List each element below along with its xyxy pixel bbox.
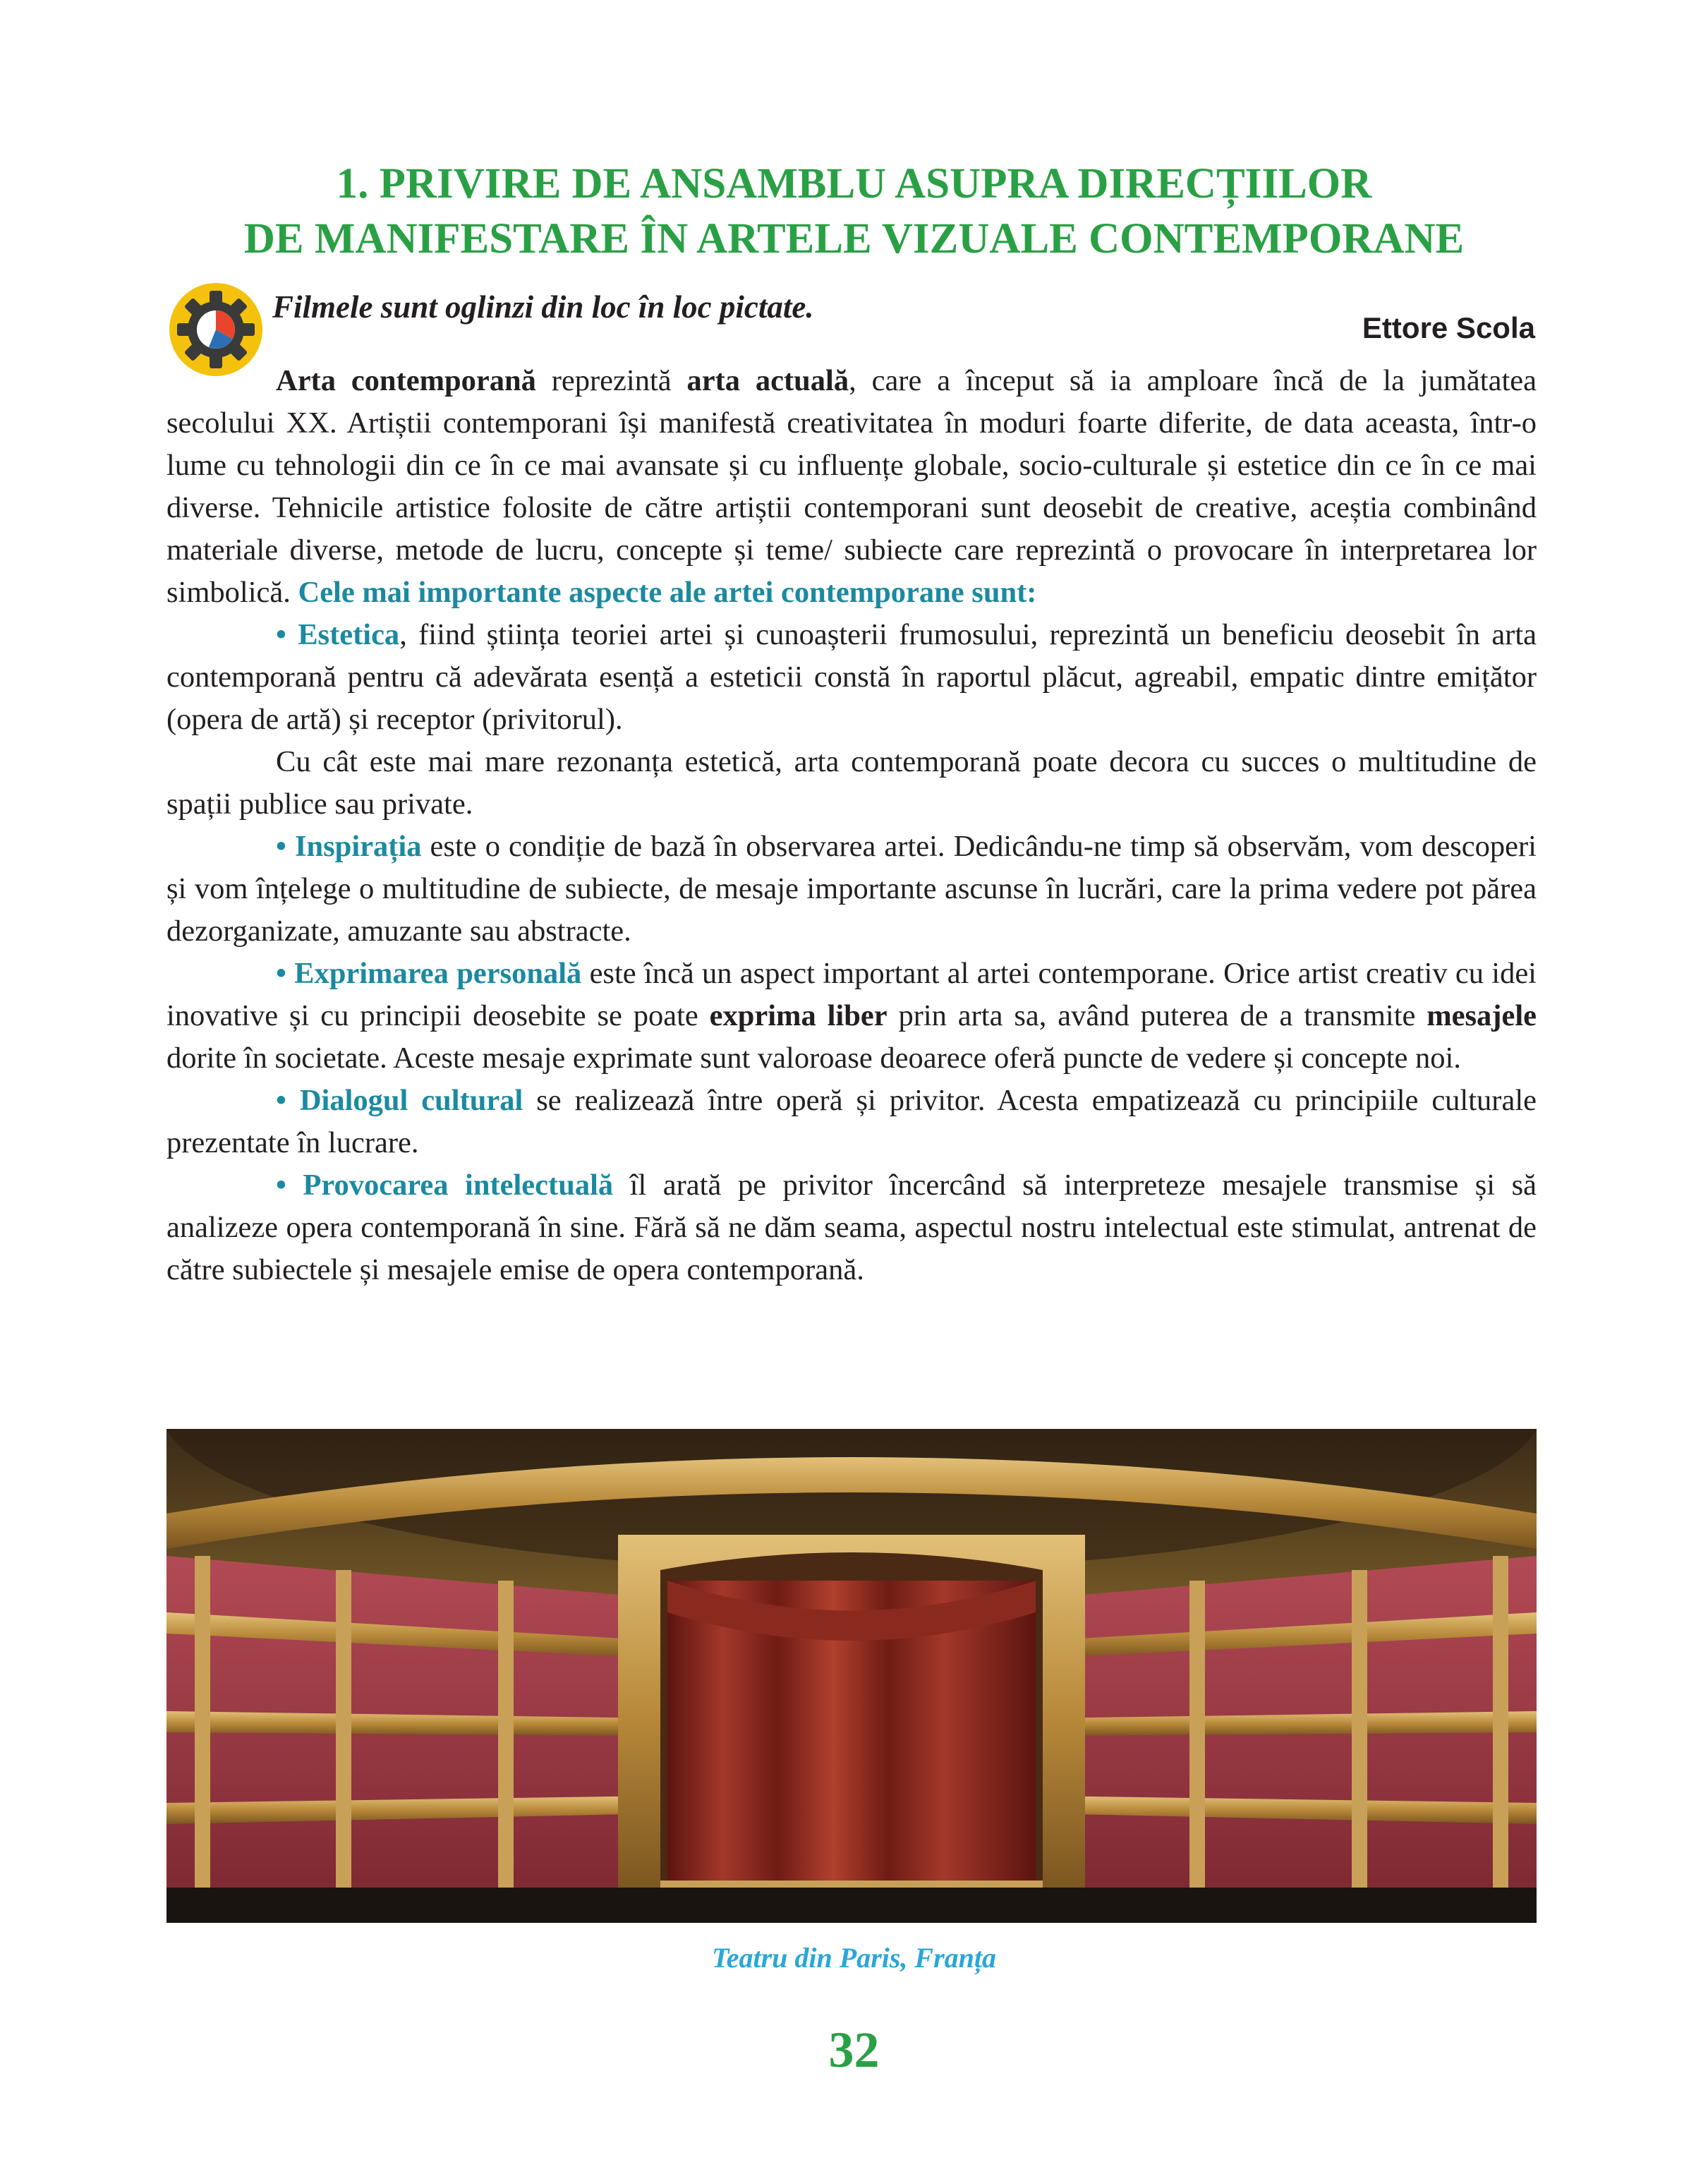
page-number: 32 (828, 2022, 880, 2078)
paragraph-exprimarea: • Exprimarea personală este încă un aspect important al artei contemporane. Orice artist creativ cu idei inovative și cu principii deosebite se poate exprima liber prin arta sa, având puterea de a transmite mesajele dorite în societate. Aceste mesaje exprimate sunt valoroase deoarece oferă puncte de vedere și concepte noi. (166, 957, 1537, 1075)
paragraph-inspiratia: • Inspirația este o condiție de bază în observarea artei. Dedicându-ne timp să observăm, vom descoperi și vom înțelege o multitudine de subiecte, de mesaje importante ascunse în lucrări, care la prima vedere pot părea dezorganizate, amuzante sau abstracte. (166, 830, 1537, 948)
paragraph-estetica: • Estetica, fiind știința teoriei artei și cunoașterii frumosului, reprezintă un beneficiu deosebit în arta contemporană pentru că adevărata esență a esteticii constă în raportul plăcut, agreabil, empatic dintre emițător (opera de artă) și receptor (privitorul). (166, 618, 1537, 736)
page-title-line-2: DE MANIFESTARE ÎN ARTELE VIZUALE CONTEMPORANE (243, 215, 1465, 262)
paragraph-rezonanta: Cu cât este mai mare rezonanța estetică, arta contemporană poate decora cu succes o multitudine de spații publice sau private. (166, 745, 1537, 821)
opera-house-interior-image (166, 1429, 1537, 1923)
paragraph-intro: Arta contemporană reprezintă arta actuală, care a început să ia amploare încă de la jumătatea secolului XX. Artiștii contemporani își manifestă creativitatea în moduri foarte diferite, de data aceasta, într-o lume cu tehnologii din ce în ce mai avansate și cu influențe globale, socio-culturale și estetice din ce în ce mai diverse. Tehnicile artistice folosite de către artiștii contemporani sunt deosebit de creative, aceștia combinând materiale diverse, metode de lucru, concepte și teme/ subiecte care reprezintă o provocare în interpretarea lor simbolică. Cele mai importante aspecte ale artei contemporane sunt: (166, 364, 1537, 609)
body-text (166, 360, 1537, 1291)
paragraph-provocarea: • Provocarea intelectuală îl arată pe privitor încercând să interpreteze mesajele transmise și să analizeze opera contemporană în sine. Fără să ne dăm seama, aspectul nostru intelectual este stimulat, antrenat de către subiectele și mesajele emise de opera contemporană. (166, 1169, 1537, 1286)
quote-author: Ettore Scola (1362, 311, 1535, 344)
image-caption: Teatru din Paris, Franța (711, 1942, 997, 1974)
page-title-line-1: 1. PRIVIRE DE ANSAMBLU ASUPRA DIRECȚIILOR (336, 160, 1372, 207)
quote-text: Filmele sunt oglinzi din loc în loc pictate. (272, 289, 814, 325)
page-title (0, 157, 1708, 267)
paragraph-dialogul: • Dialogul cultural se realizează între operă și privitor. Acesta empatizează cu principiile culturale prezentate în lucrare. (166, 1084, 1537, 1159)
